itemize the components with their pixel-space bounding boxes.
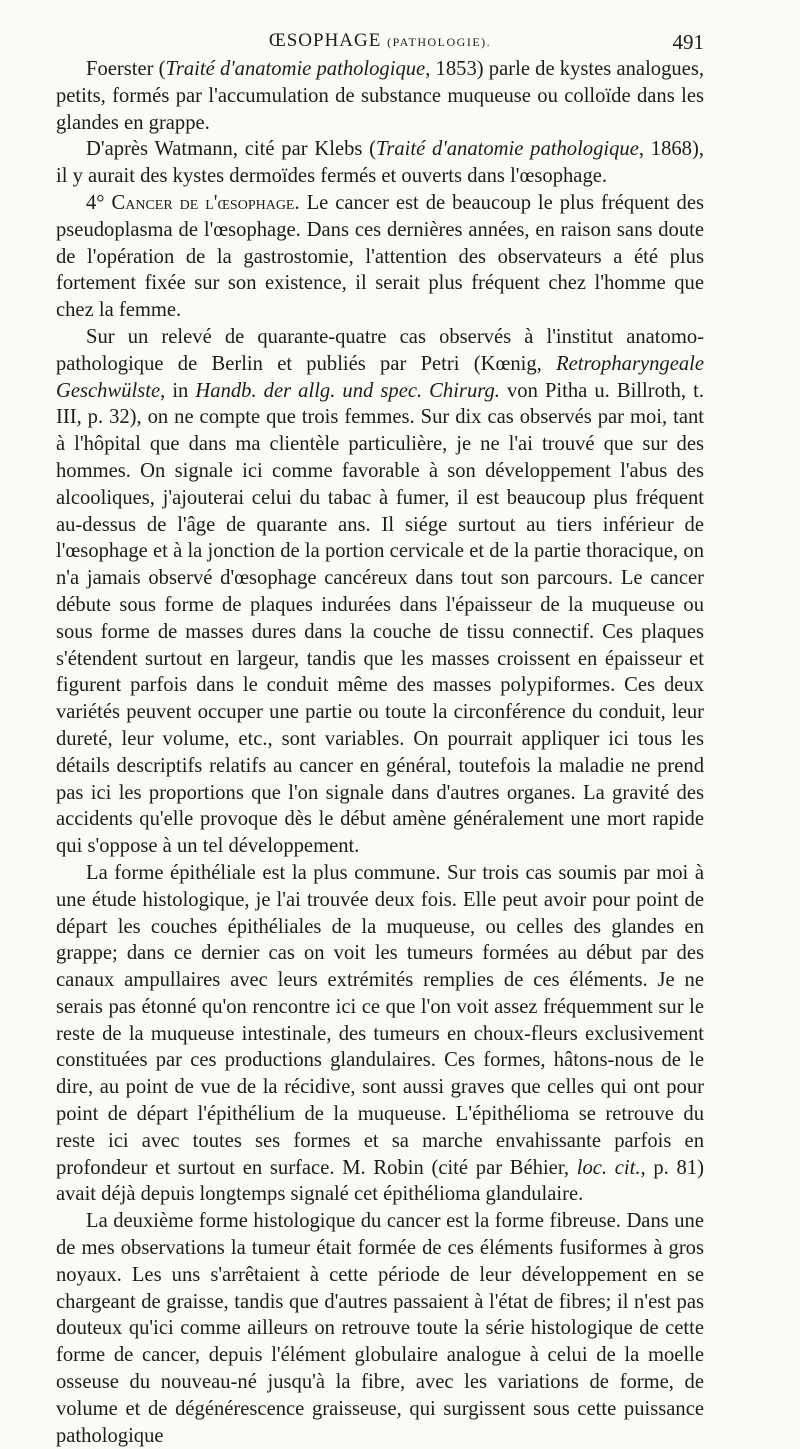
italic-text: loc. cit. [576,1156,641,1179]
body-text [56,56,704,1449]
italic-text: Handb. der allg. und spec. Chirurg. [195,379,500,402]
text-run: Foerster ( [86,58,166,80]
section-heading: Cancer de l'œsophage. [111,191,300,214]
text-run: von Pitha u. Billroth, t. III, p. 32), on ne compte que trois femmes. Sur dix cas observés par moi, tant à l'hôpital que dans ma clientèle particulière, je ne l'ai trouvé que sur des hommes. On signale ici comme favorable à son développement l'abus des alcooliques, j'ajouterai celui du tabac à fumer, il est beaucoup plus fréquent au-dessus de l'âge de quarante ans. Il siége surtout au tiers inférieur de l'œsophage et à la jonction de la portion cervicale et de la partie thoracique, on n'a jamais observé d'œsophage cancéreux dans tout son parcours. Le cancer débute sous forme de plaques indurées dans l'épaisseur de la muqueuse ou sous forme de masses dures dans la couche de tissu connectif. Ces plaques s'étendent surtout en largeur, tandis que les masses croissent en épaisseur et figurent parfois dans le conduit même des masses polypiformes. Ces deux variétés peuvent occuper une partie ou toute la circonférence du conduit, leur dureté, leur volume, etc., sont variables. On pourrait appliquer ici tous les détails descriptifs relatifs au cancer en général, toutefois la maladie ne prend pas ici les proportions que l'on signale dans d'autres organes. La gravité des accidents qu'elle provoque dès le début amène généralement une mort rapide qui s'oppose à un tel développement. [56,379,704,858]
text-run: Le cancer est de beaucoup le plus fréquent des pseudoplasma de l'œsophage. Dans ces dernières années, en raison sans doute de l'opération de la gastrostomie, l'attention des observateurs a été plus fortement fixée sur son existence, il serait plus fréquent chez l'homme que chez la femme. [56,191,704,322]
section-subtitle: (PATHOLOGIE). [387,35,492,49]
text-run: La deuxième forme histologique du cancer est la forme fibreuse. Dans une de mes observations la tumeur était formée de ces éléments fusiformes à gros noyaux. Les uns s'arrêtaient à cette période de leur développement en se chargeant de graisse, tandis que d'autres passaient à l'état de fibres; il n'est pas douteux qu'ici comme ailleurs on retrouve toute la série histologique de cette forme de cancer, depuis l'élément globulaire analogue à celui de la moelle osseuse du nouveau-né jusqu'à la fibre, avec les variations de forme, de volume et de dégénérescence graisseuse, qui surgissent sous cette puissance pathologique [56,1210,704,1447]
paragraph [56,860,704,1208]
paragraph [56,190,704,324]
text-run: D'après Watmann, cité par Klebs ( [86,138,377,161]
paragraph [56,324,704,860]
page [56,14,704,1449]
paragraph [56,1208,704,1449]
text-run: Sur un relevé de quarante-quatre cas observés à l'institut anatomo-pathologique de Berlin et publiés par Petri (Kœnig, [56,325,704,375]
italic-text: Traité d'anatomie pathologique [376,138,639,161]
page-number: 491 [672,30,704,54]
running-head [56,14,704,52]
text-run: , p. 81) avait déjà depuis longtemps signalé cet épithélioma glandulaire. [56,1156,704,1206]
text-run: , 1853) parle de kystes analogues, petits, formés par l'accumulation de substance muqueuse ou colloïde dans les glandes en grappe. [56,58,704,134]
section-title: ŒSOPHAGE [268,30,382,51]
text-run: , in [160,379,196,402]
italic-text: Retropharyngeale Geschwülste [56,352,704,402]
italic-text: Traité d'anatomie pathologique [165,58,426,80]
text-run: 4° [86,191,112,214]
text-run: , 1868), il y aurait des kystes dermoïdes fermés et ouverts dans l'œsophage. [56,138,704,188]
running-title [56,30,704,52]
text-run: La forme épithéliale est la plus commune. Sur trois cas soumis par moi à une étude histologique, je l'ai trouvée deux fois. Elle peut avoir pour point de départ les couches épithéliales de la muqueuse, ou celles des glandes en grappe; dans ce dernier cas on voit les tumeurs formées au début par des canaux ampullaires avec leurs extrémités remplies de ces éléments. Je ne serais pas étonné qu'on rencontre ici ce que l'on voit assez fréquemment sur le reste de la muqueuse intestinale, des tumeurs en choux-fleurs exclusivement constituées par ces productions glandulaires. Ces formes, hâtons-nous de le dire, au point de vue de la récidive, sont aussi graves que celles qui ont pour point de départ l'épithélium de la muqueuse. L'épithélioma se retrouve du reste ici avec toutes ses formes et sa marche envahissante parfois en profondeur et surtout en surface. M. Robin (cité par Béhier, [56,861,704,1179]
paragraph [56,56,704,136]
paragraph [56,136,704,190]
